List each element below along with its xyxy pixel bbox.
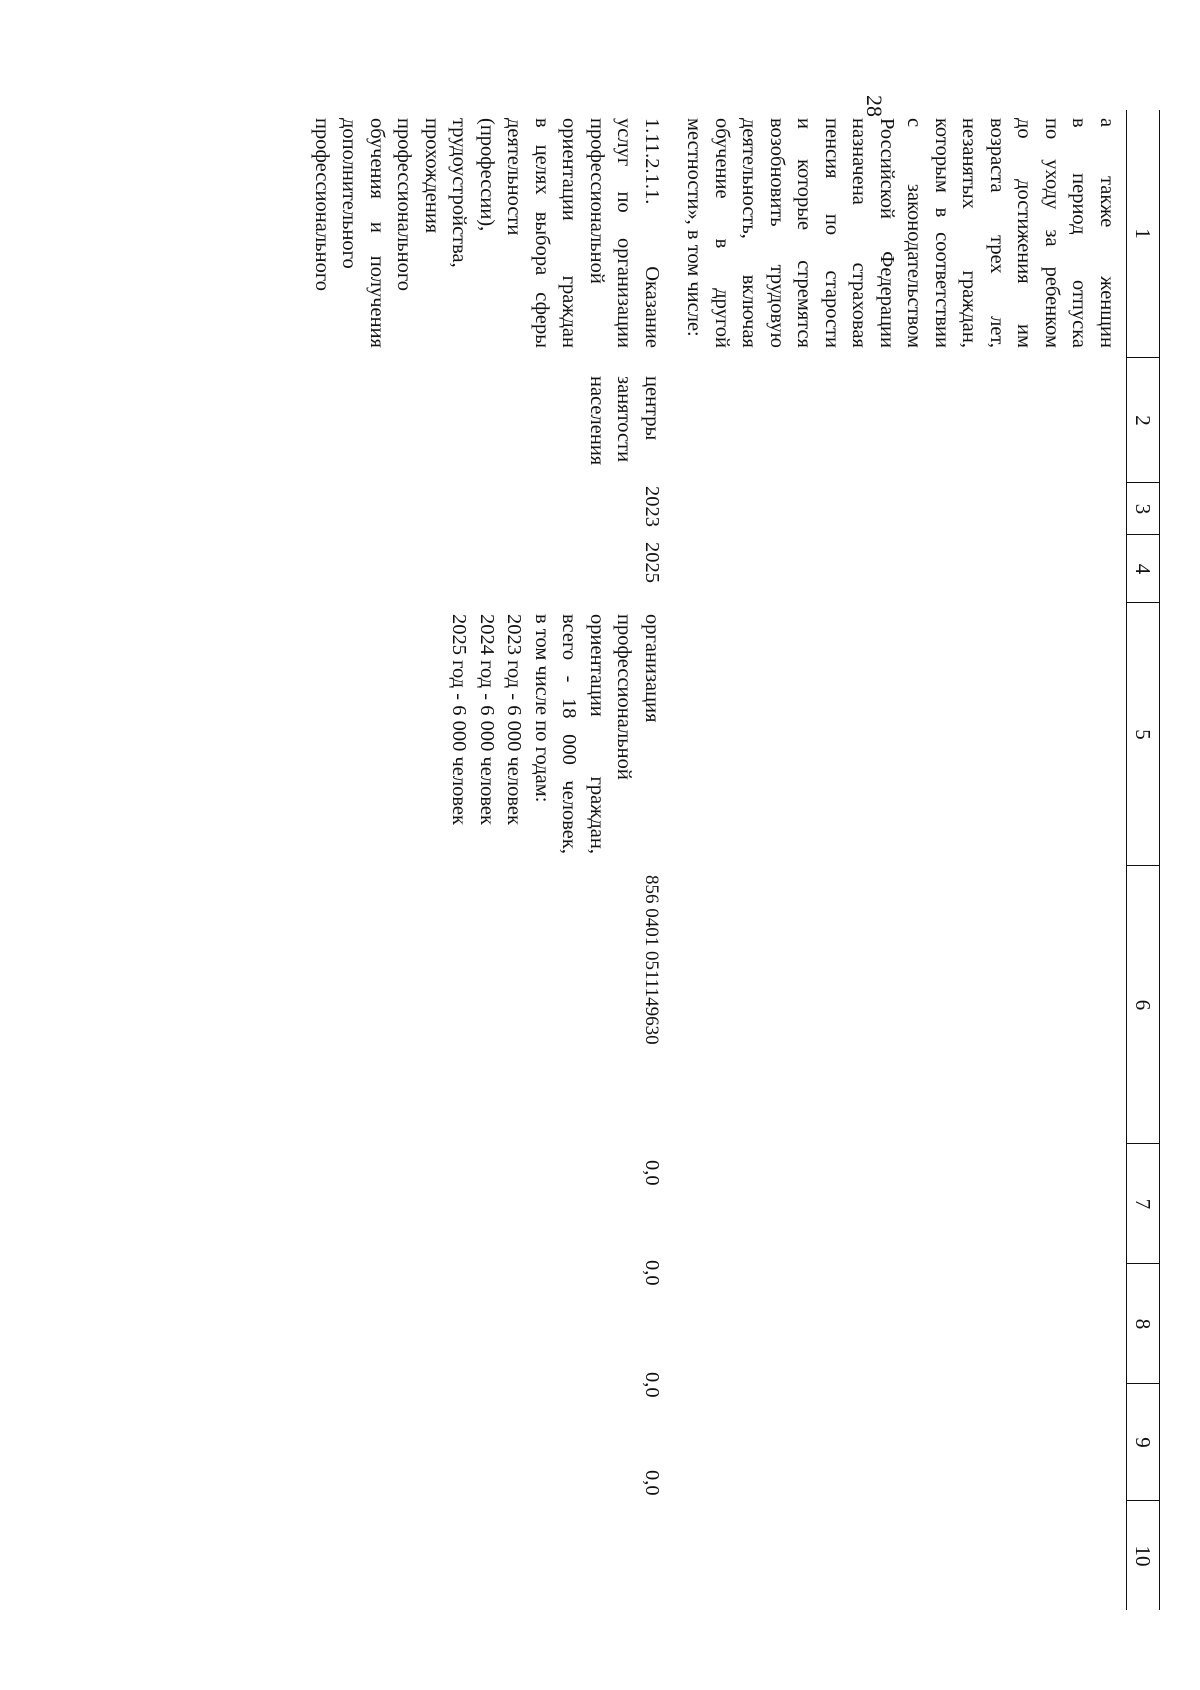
text-line: 1.11.2.1.1. Оказание — [641, 118, 663, 348]
text-line: возраста трех лет, — [986, 118, 1008, 348]
page-number: 28 — [862, 95, 887, 117]
text-line: дополнительного — [338, 118, 361, 269]
text-line: 2023 год - 6 000 человек — [503, 614, 526, 825]
text-line: до достижения им — [1013, 118, 1036, 348]
text-line: всего - 18 000 человек, — [558, 614, 581, 854]
text-line: обучение в другой — [711, 118, 733, 348]
text-line: деятельность, включая — [738, 118, 761, 348]
text-line: возобновить трудовую — [766, 118, 788, 348]
text-line: профессиональной — [613, 614, 636, 780]
block2-col1-text — [308, 118, 666, 348]
text-line: местности», в том числе: — [683, 118, 706, 337]
header-col-6: 6 — [1127, 865, 1159, 1144]
block2-col3-start-year: 2023 — [641, 486, 663, 527]
header-col-10: 10 — [1127, 1500, 1159, 1611]
text-line: ориентации граждан, — [586, 614, 608, 854]
text-line: профессиональной — [586, 118, 608, 284]
text-line: Российской Федерации — [876, 118, 898, 348]
table-header-row — [1126, 110, 1160, 1610]
text-line: в целях выбора сферы — [531, 118, 553, 348]
header-col-2: 2 — [1127, 357, 1159, 483]
block2-col2-executor — [583, 376, 666, 476]
block2-col4-end-year: 2025 — [641, 542, 663, 583]
header-col-4: 4 — [1127, 534, 1159, 603]
text-line: в период отпуска — [1068, 118, 1091, 348]
text-line: организация — [641, 614, 663, 723]
text-line: пенсия по старости — [821, 118, 843, 348]
block2-col10-value: 0,0 — [641, 1470, 663, 1496]
block2-col8-value: 0,0 — [641, 1260, 663, 1286]
text-line: и которые стремятся — [793, 118, 816, 348]
text-line: профессионального — [393, 118, 416, 291]
budget-table — [200, 110, 1160, 1610]
text-line: по уходу за ребенком — [1041, 118, 1063, 348]
text-line: обучения и получения — [366, 118, 388, 348]
text-line: с законодательством — [903, 118, 926, 348]
block1-col1-text — [680, 118, 1120, 348]
text-line: деятельности — [503, 118, 526, 236]
header-col-9: 9 — [1127, 1383, 1159, 1501]
text-line: ориентации граждан — [558, 118, 581, 348]
text-line: а также женщин — [1096, 118, 1118, 348]
header-col-8: 8 — [1127, 1263, 1159, 1384]
text-line: в том числе по годам: — [531, 614, 553, 803]
text-line: 2025 год - 6 000 человек — [448, 614, 471, 825]
text-line: населения — [586, 376, 608, 466]
block2-col5-result — [445, 614, 665, 854]
text-line: назначена страховая — [848, 118, 871, 348]
text-line: 2024 год - 6 000 человек — [476, 614, 498, 825]
header-col-1: 1 — [1131, 228, 1155, 239]
block2-col7-value: 0,0 — [641, 1160, 663, 1186]
text-line: центры — [641, 376, 663, 441]
text-line: прохождения — [421, 118, 443, 234]
text-line: занятости — [613, 376, 636, 463]
header-col-7: 7 — [1127, 1143, 1159, 1264]
text-line: трудоустройства, — [448, 118, 471, 268]
text-line: (профессии), — [476, 118, 498, 232]
text-line: которым в соответствии — [931, 118, 953, 348]
text-line: услуг по организации — [613, 118, 636, 348]
header-col-5: 5 — [1127, 602, 1159, 866]
header-col-3: 3 — [1127, 482, 1159, 535]
block2-col9-value: 0,0 — [641, 1372, 663, 1398]
text-line: профессионального — [311, 118, 333, 291]
block2-col6-budget-code: 856 0401 0511149630 — [641, 875, 662, 1045]
text-line: незанятых граждан, — [958, 118, 981, 348]
